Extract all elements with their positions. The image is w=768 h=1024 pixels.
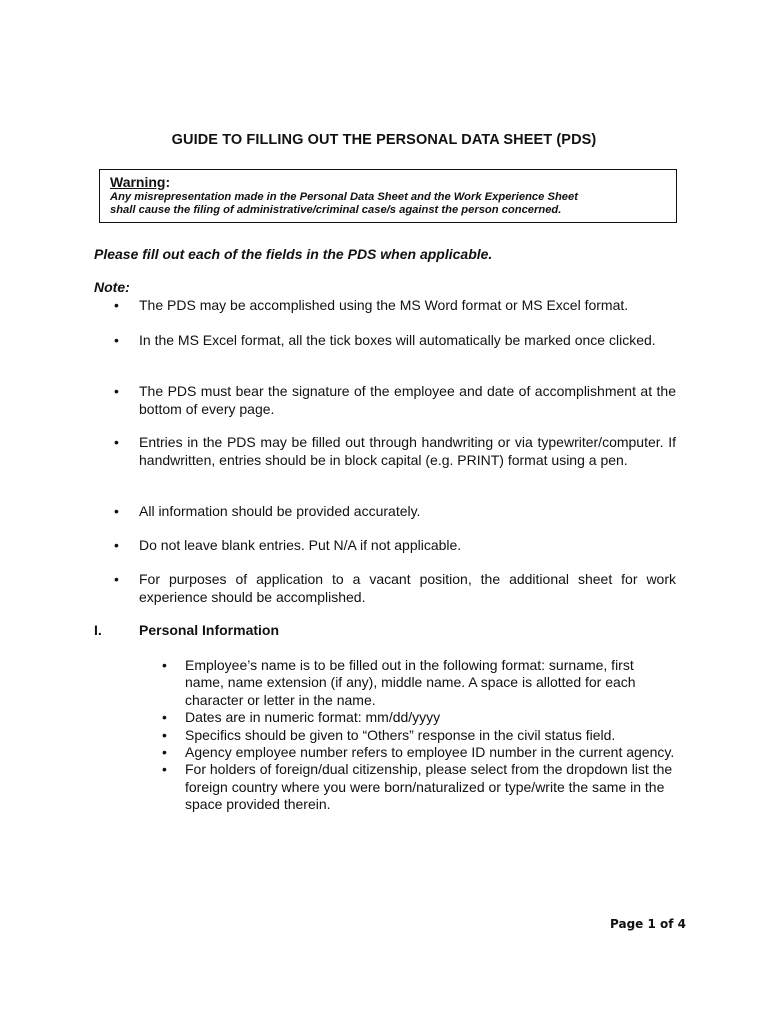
list-item-text: Dates are in numeric format: mm/dd/yyyy	[185, 709, 441, 726]
bullet-icon: •	[114, 537, 119, 553]
list-item	[162, 744, 676, 761]
note-text: Entries in the PDS may be filled out through handwriting or via typewriter/computer. If handwritten, entries should be in block capital (e.g. PRINT) format using a pen.	[139, 434, 676, 468]
list-item-text: Agency employee number refers to employee ID number in the current agency.	[185, 744, 675, 761]
bullet-icon: •	[114, 503, 119, 519]
warning-label: Warning	[110, 174, 166, 190]
bullet-icon: •	[162, 709, 167, 726]
note-item	[114, 297, 676, 315]
note-text: The PDS may be accomplished using the MS Word format or MS Excel format.	[139, 297, 629, 313]
list-item-text: For holders of foreign/dual citizenship, please select from the dropdown list the foreign country where you were born/naturalized or type/write the same in the space provided therein.	[185, 761, 673, 813]
note-item	[114, 383, 676, 418]
bullet-icon: •	[162, 726, 167, 743]
section-number: I.	[94, 622, 102, 638]
page-number: Page 1 of 4	[610, 917, 686, 931]
list-item	[162, 709, 676, 726]
note-item	[114, 537, 676, 555]
warning-colon: :	[165, 174, 171, 190]
list-item	[162, 761, 676, 813]
note-item	[114, 434, 676, 469]
list-item-text: Employee’s name is to be filled out in the following format: surname, first name, name extension (if any), middle name. A space is allotted for each character or letter in the name.	[185, 657, 636, 708]
warning-text-line-2: shall cause the filing of administrative/criminal case/s against the person concerned.	[110, 204, 562, 216]
document-title: GUIDE TO FILLING OUT THE PERSONAL DATA SHEET (PDS)	[171, 132, 597, 148]
bullet-icon: •	[162, 657, 167, 673]
section-title: Personal Information	[139, 622, 280, 638]
note-item	[114, 332, 676, 350]
fill-out-instruction: Please fill out each of the fields in the PDS when applicable.	[94, 246, 493, 262]
note-text: In the MS Excel format, all the tick boxes will automatically be marked once clicked.	[139, 332, 656, 348]
note-text: All information should be provided accurately.	[139, 503, 421, 519]
list-item	[162, 727, 676, 744]
personal-information-list	[162, 657, 676, 814]
bullet-icon: •	[114, 332, 119, 348]
note-label: Note:	[94, 279, 130, 295]
warning-box	[99, 169, 677, 223]
bullet-icon: •	[114, 571, 119, 587]
note-text: Do not leave blank entries. Put N/A if not applicable.	[139, 537, 462, 553]
list-item-text: Specifics should be given to “Others” response in the civil status field.	[185, 726, 616, 743]
bullet-icon: •	[114, 383, 119, 399]
note-item	[114, 571, 676, 606]
note-text: The PDS must bear the signature of the employee and date of accomplishment at the bottom of every page.	[139, 383, 676, 417]
warning-heading	[110, 174, 666, 191]
note-item	[114, 503, 676, 521]
bullet-icon: •	[162, 744, 167, 761]
list-item	[162, 657, 676, 709]
warning-text-line-1: Any misrepresentation made in the Personal Data Sheet and the Work Experience Sheet	[110, 191, 578, 203]
bullet-icon: •	[114, 434, 119, 450]
note-text: For purposes of application to a vacant position, the additional sheet for work experience should be accomplished.	[139, 571, 676, 605]
bullet-icon: •	[114, 297, 119, 313]
bullet-icon: •	[162, 761, 167, 778]
